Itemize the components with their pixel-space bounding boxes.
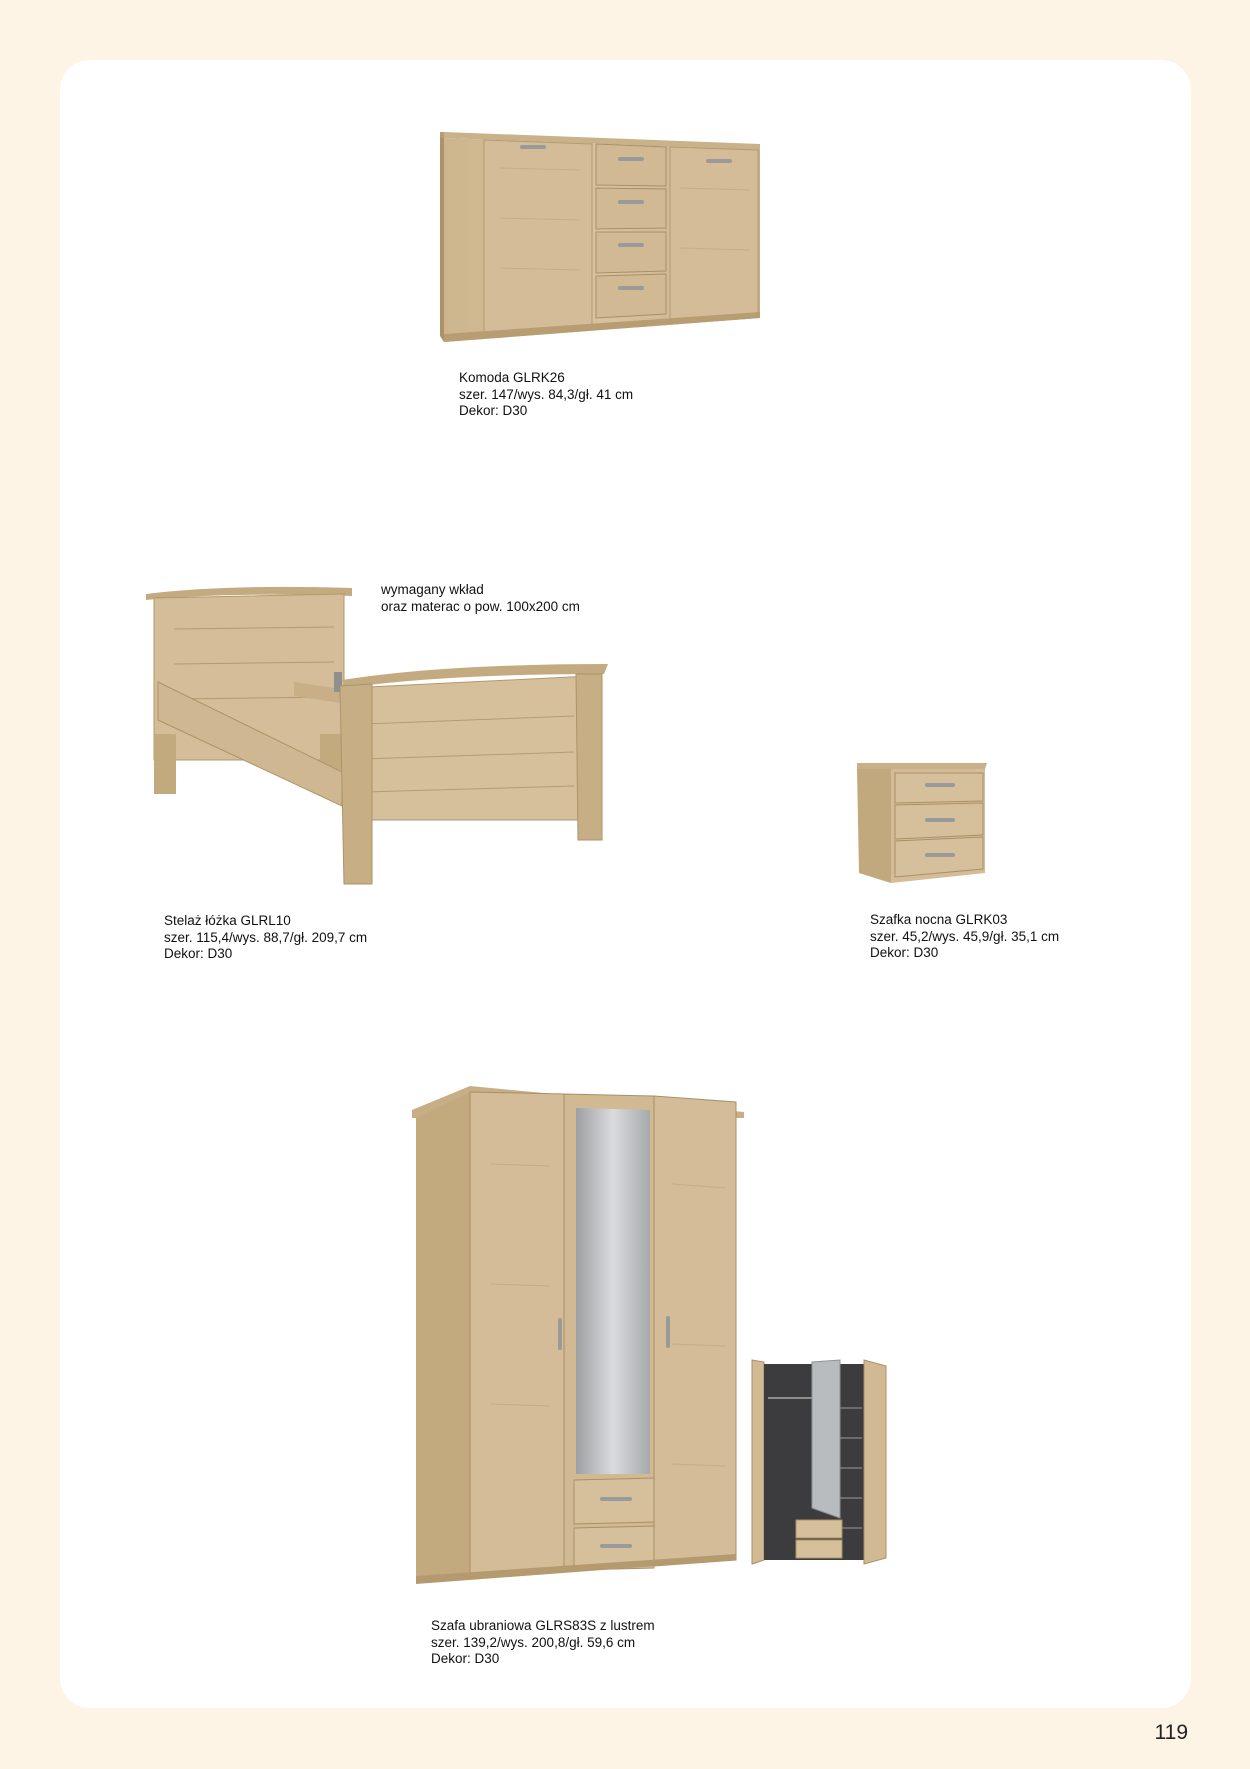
bed-image	[144, 584, 612, 886]
bed-decor: Dekor: D30	[164, 946, 233, 961]
dresser-name: Komoda GLRK26	[459, 370, 565, 385]
dresser-image	[440, 128, 764, 346]
nightstand-name: Szafka nocna GLRK03	[870, 912, 1008, 927]
dresser-decor: Dekor: D30	[459, 403, 528, 418]
bed-note-line2: oraz materac o pow. 100x200 cm	[381, 598, 580, 614]
bed-note-line1: wymagany wkład	[381, 582, 484, 597]
wardrobe-image	[410, 1084, 746, 1586]
wardrobe-decor: Dekor: D30	[431, 1651, 500, 1666]
bed-name: Stelaż łóżka GLRL10	[164, 913, 291, 928]
wardrobe-name: Szafa ubraniowa GLRS83S z lustrem	[431, 1618, 655, 1633]
wardrobe-open-image	[750, 1358, 888, 1566]
bed-dimensions: szer. 115,4/wys. 88,7/gł. 209,7 cm	[164, 929, 368, 945]
page-number: 119	[1154, 1721, 1188, 1744]
dresser-caption	[459, 370, 633, 420]
wardrobe-caption	[431, 1618, 655, 1668]
nightstand-decor: Dekor: D30	[870, 945, 939, 960]
nightstand-caption	[870, 912, 1059, 962]
bed-caption	[164, 913, 367, 963]
nightstand-image	[855, 761, 989, 885]
dresser-dimensions: szer. 147/wys. 84,3/gł. 41 cm	[459, 386, 634, 402]
nightstand-dimensions: szer. 45,2/wys. 45,9/gł. 35,1 cm	[870, 928, 1060, 944]
wardrobe-dimensions: szer. 139,2/wys. 200,8/gł. 59,6 cm	[431, 1634, 636, 1650]
